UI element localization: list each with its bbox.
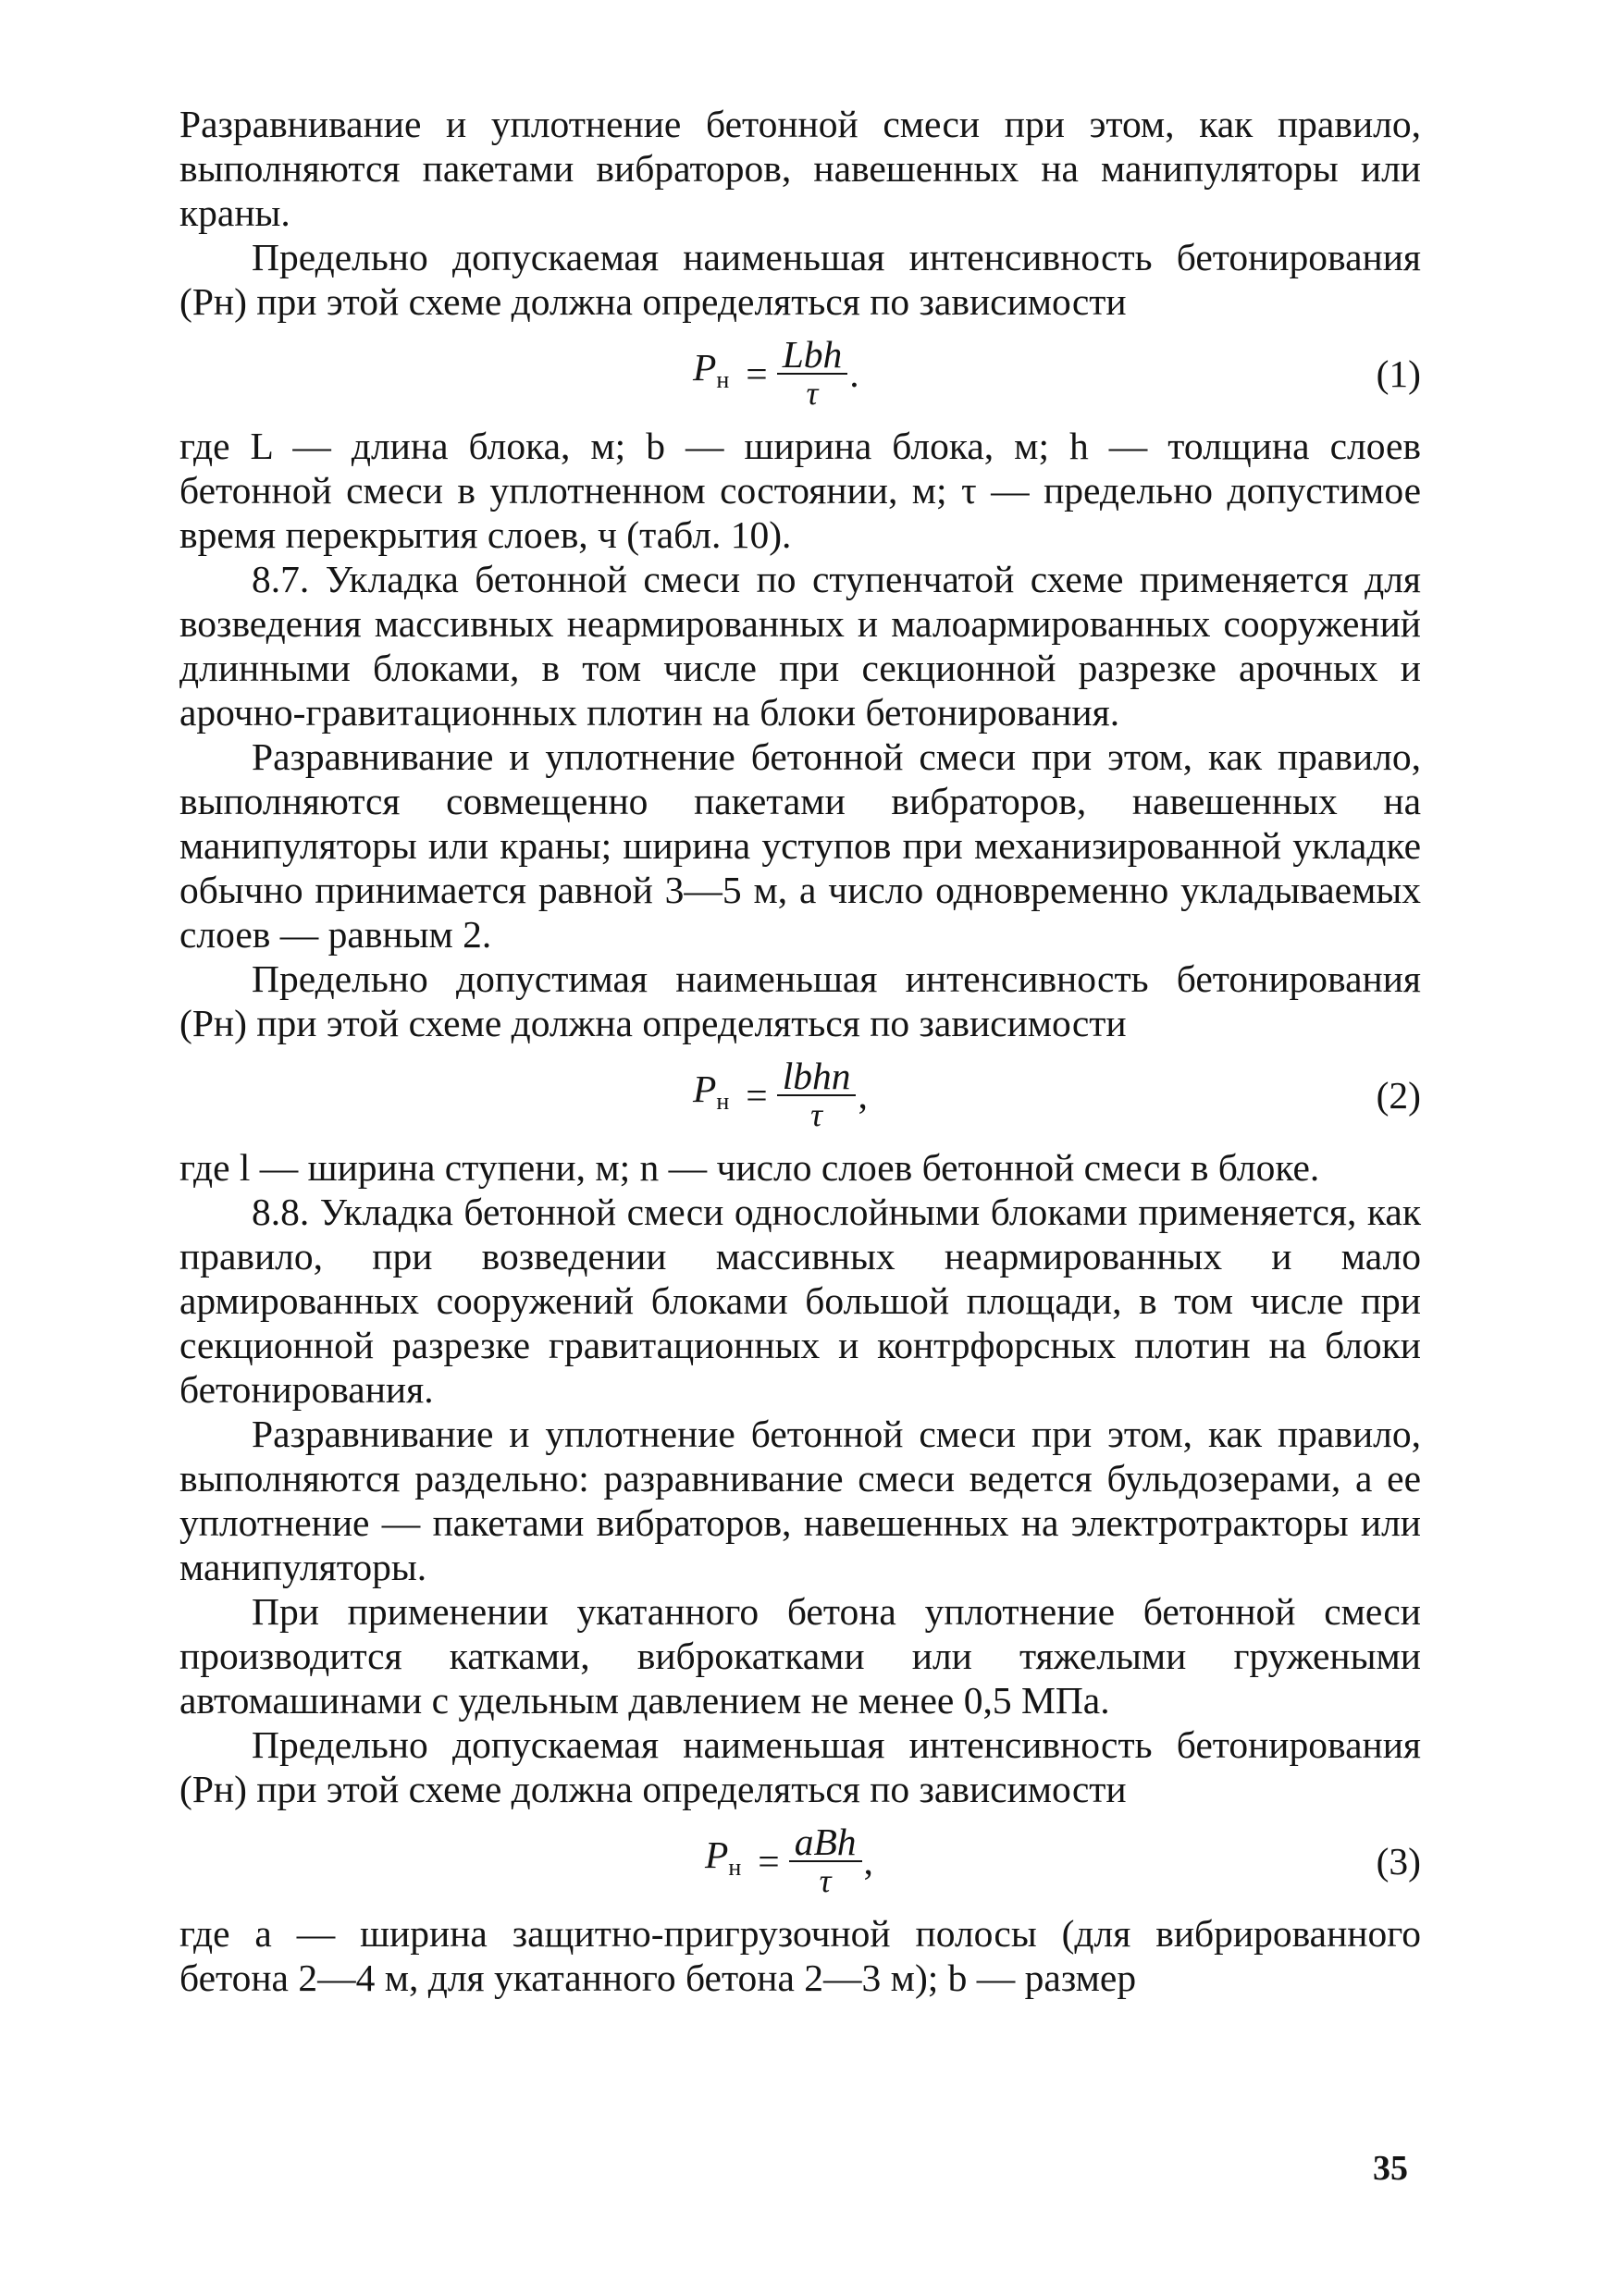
formula-2: [179, 1045, 1421, 1145]
paragraph-8: 8.8. Укладка бетонной смеси однослойными блоками применяется, как правило, при возведении массивных неармированных и мало армированных сооружений блоками большой площади, в том числе при секционной разрезке гравитационных и контрфорсных плотин на блоки бетонирования.: [179, 1191, 1421, 1411]
page-body: [179, 102, 1421, 2000]
formula-2-punct: ,: [858, 1074, 868, 1117]
paragraph-12: где a — ширина защитно-пригрузочной полосы (для вибрированного бетона 2—4 м, для укатанного бетона 2—3 м); b — размер: [179, 1912, 1421, 1999]
equation-number-3: (3): [1376, 1840, 1421, 1882]
paragraph-2: Предельно допускаемая наименьшая интенсивность бетонирования (Pн) при этой схеме должна определяться по зависимости: [179, 236, 1421, 323]
equation-number-2: (2): [1376, 1074, 1421, 1117]
formula-3-sub: н: [728, 1854, 742, 1881]
paragraph-11: Предельно допускаемая наименьшая интенсивность бетонирования (Pн) при этой схеме должна определяться по зависимости: [179, 1723, 1421, 1810]
paragraph-7: где l — ширина ступени, м; n — число слоев бетонной смеси в блоке.: [179, 1146, 1320, 1189]
formula-1-lhs: P: [693, 346, 717, 389]
formula-1-denominator: τ: [806, 375, 819, 412]
paragraph-10: При применении укатанного бетона уплотнение бетонной смеси производится катками, виброкатками или тяжелыми гружеными автомашинами с удельным давлением не менее 0,5 МПа.: [179, 1590, 1421, 1722]
formula-3-numerator: aBh: [789, 1823, 862, 1862]
formula-1-sub: н: [716, 366, 730, 393]
formula-3-lhs: P: [705, 1833, 729, 1876]
formula-2-numerator: lbhn: [777, 1057, 857, 1096]
paragraph-5: Разравнивание и уплотнение бетонной смеси при этом, как правило, выполняются совмещенно пакетами вибраторов, навешенных на манипуляторы или краны; ширина уступов при механизированной укладке обычно принимается равной 3—5 м, а число одновременно укладываемых слоев — равным 2.: [179, 735, 1421, 956]
formula-3-eq: =: [758, 1840, 780, 1882]
equation-number-1: (1): [1376, 352, 1421, 395]
formula-1-eq: =: [746, 352, 768, 395]
formula-1-numerator: Lbh: [777, 336, 848, 375]
paragraph-3: где L — длина блока, м; b — ширина блока, м; h — толщина слоев бетонной смеси в уплотненном состоянии, м; τ — предельно допустимое время перекрытия слоев, ч (табл. 10).: [179, 425, 1421, 556]
page-number: 35: [1373, 2149, 1408, 2188]
formula-3: [179, 1811, 1421, 1911]
formula-1: [179, 324, 1421, 424]
formula-2-eq: =: [746, 1074, 768, 1117]
formula-3-punct: ,: [863, 1840, 873, 1882]
paragraph-6: Предельно допустимая наименьшая интенсивность бетонирования (Pн) при этой схеме должна определяться по зависимости: [179, 957, 1421, 1044]
paragraph-1: Разравнивание и уплотнение бетонной смеси при этом, как правило, выполняются пакетами вибраторов, навешенных на манипуляторы или краны.: [179, 103, 1421, 234]
paragraph-9: Разравнивание и уплотнение бетонной смеси при этом, как правило, выполняются раздельно: разравнивание смеси ведется бульдозерами, а ее уплотнение — пакетами вибраторов, навешенных на электротракторы или манипуляторы.: [179, 1413, 1421, 1588]
formula-1-punct: .: [849, 352, 859, 395]
formula-2-lhs: P: [693, 1068, 717, 1110]
formula-2-sub: н: [716, 1088, 730, 1115]
formula-3-denominator: τ: [819, 1862, 832, 1899]
formula-2-denominator: τ: [810, 1096, 823, 1133]
paragraph-4: 8.7. Укладка бетонной смеси по ступенчатой схеме применяется для возведения массивных неармированных и малоармированных сооружений длинными блоками, в том числе при секционной разрезке арочных и арочно-гравитационных плотин на блоки бетонирования.: [179, 558, 1421, 734]
